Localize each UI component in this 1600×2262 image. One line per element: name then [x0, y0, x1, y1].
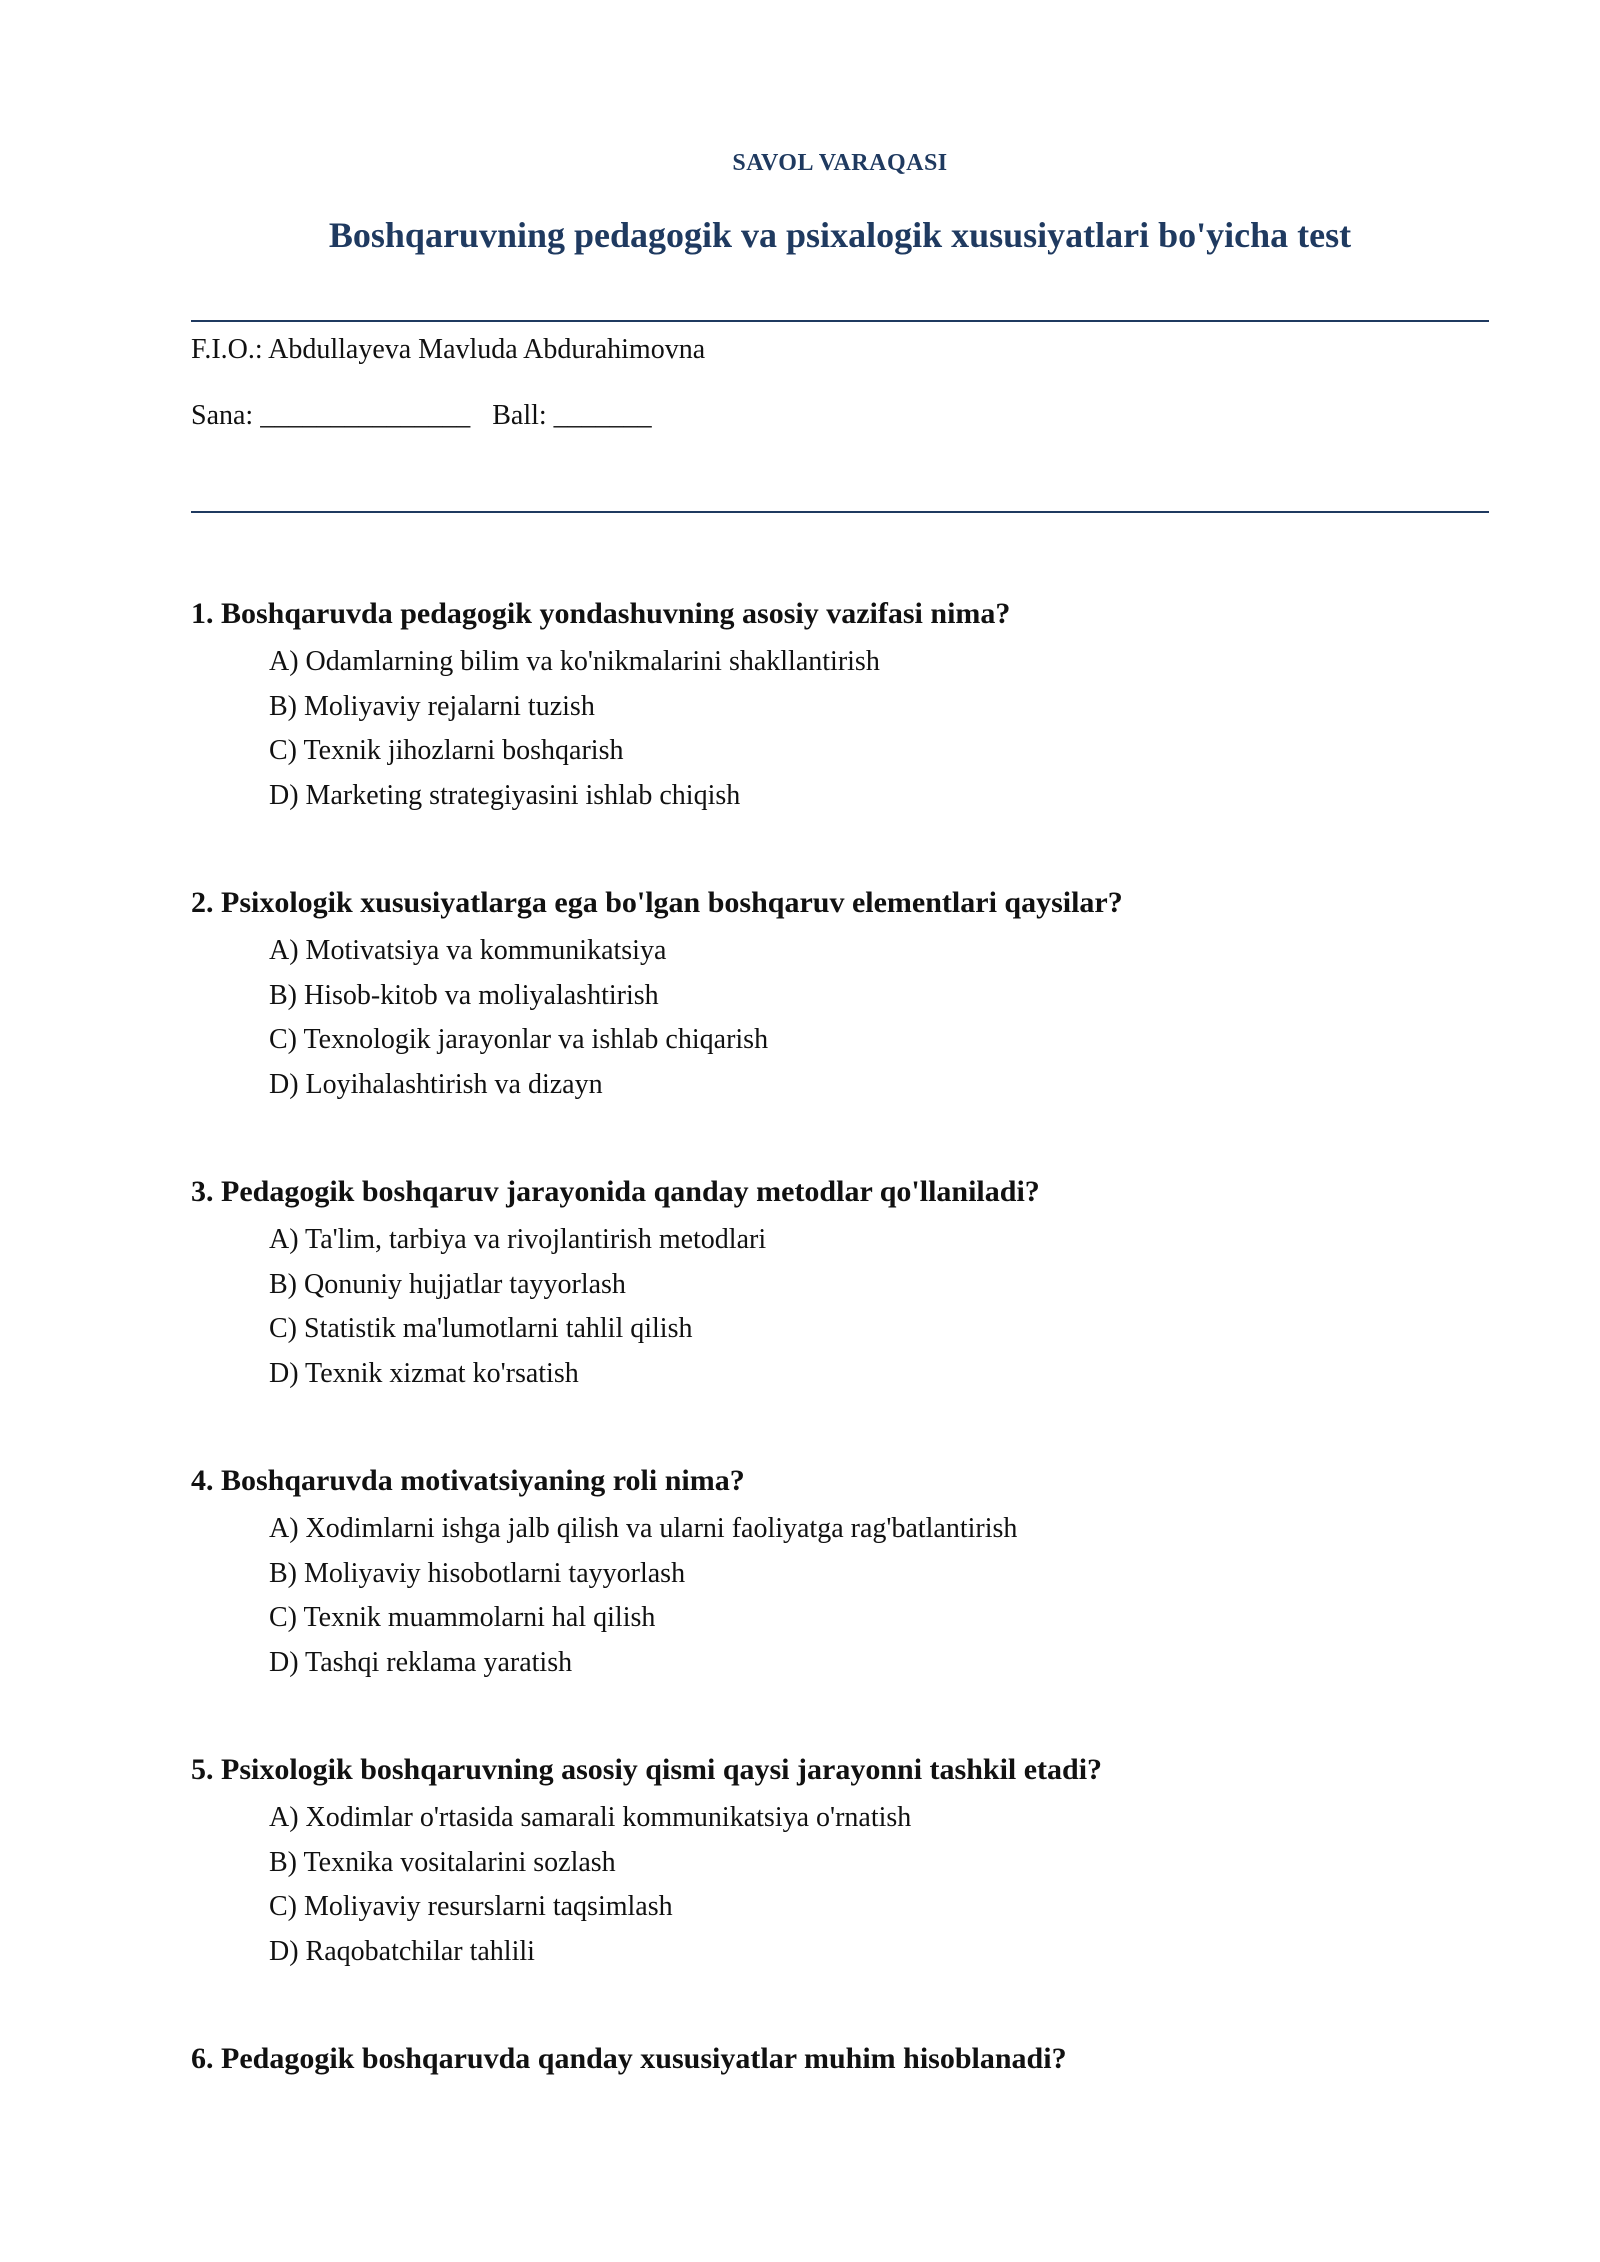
answer-option-b: B) Qonuniy hujjatlar tayyorlash [269, 1268, 626, 1300]
question-5 [191, 1750, 1491, 1974]
answer-option-c: C) Texnik jihozlarni boshqarish [269, 735, 624, 766]
answer-option-c: C) Statistik ma'lumotlarni tahlil qilish [269, 1313, 693, 1344]
answer-option-b: B) Texnika vositalarini sozlash [269, 1846, 616, 1878]
answer-option-c: C) Texnologik jarayonlar va ishlab chiqarish [269, 1024, 769, 1055]
answer-option-c: C) Texnik muammolarni hal qilish [269, 1602, 656, 1633]
question-4 [191, 1461, 1491, 1685]
answer-option-d: D) Texnik xizmat ko'rsatish [269, 1357, 579, 1389]
question-text: 2. Psixologik xususiyatlarga ega bo'lgan boshqaruv elementlari qaysilar? [191, 886, 1123, 919]
answer-option-d: D) Tashqi reklama yaratish [269, 1646, 573, 1678]
question-text: 3. Pedagogik boshqaruv jarayonida qanday metodlar qo'llaniladi? [191, 1175, 1040, 1208]
question-text: 5. Psixologik boshqaruvning asosiy qismi qaysi jarayonni tashkil etadi? [191, 1753, 1103, 1786]
question-text: 4. Boshqaruvda motivatsiyaning roli nima? [191, 1464, 745, 1497]
question-6 [191, 2039, 1491, 2085]
student-name: F.I.O.: Abdullayeva Mavluda Abdurahimovna [191, 334, 706, 365]
answer-option-a: A) Xodimlar o'rtasida samarali kommunikatsiya o'rnatish [269, 1802, 912, 1833]
answer-option-d: D) Raqobatchilar tahlili [269, 1935, 535, 1967]
question-text: 1. Boshqaruvda pedagogik yondashuvning asosiy vazifasi nima? [191, 597, 1011, 630]
document-title: Boshqaruvning pedagogik va psixalogik xususiyatlari bo'yicha test [328, 215, 1352, 255]
bottom-divider [191, 511, 1489, 513]
answer-option-a: A) Xodimlarni ishga jalb qilish va ularni faoliyatga rag'batlantirish [269, 1513, 1018, 1544]
answer-option-b: B) Moliyaviy rejalarni tuzish [269, 690, 595, 722]
question-3 [191, 1172, 1491, 1396]
answer-option-d: D) Loyihalashtirish va dizayn [269, 1068, 603, 1100]
answer-option-b: B) Moliyaviy hisobotlarni tayyorlash [269, 1557, 686, 1589]
question-2 [191, 883, 1491, 1107]
date-field: Sana: _______________ [191, 400, 471, 431]
answer-option-a: A) Ta'lim, tarbiya va rivojlantirish metodlari [269, 1224, 767, 1255]
answer-option-b: B) Hisob-kitob va moliyalashtirish [269, 979, 659, 1011]
score-field: Ball: _______ [492, 400, 652, 431]
question-1 [191, 594, 1491, 818]
question-text: 6. Pedagogik boshqaruvda qanday xususiyatlar muhim hisoblanadi? [191, 2042, 1067, 2075]
document-subtitle: SAVOL VARAQASI [732, 150, 948, 176]
answer-option-a: A) Odamlarning bilim va ko'nikmalarini shakllantirish [269, 646, 880, 677]
answer-option-d: D) Marketing strategiyasini ishlab chiqish [269, 779, 741, 811]
answer-option-a: A) Motivatsiya va kommunikatsiya [269, 935, 667, 966]
answer-option-c: C) Moliyaviy resurslarni taqsimlash [269, 1891, 673, 1922]
top-divider [191, 320, 1489, 322]
date-score-row [191, 400, 652, 432]
